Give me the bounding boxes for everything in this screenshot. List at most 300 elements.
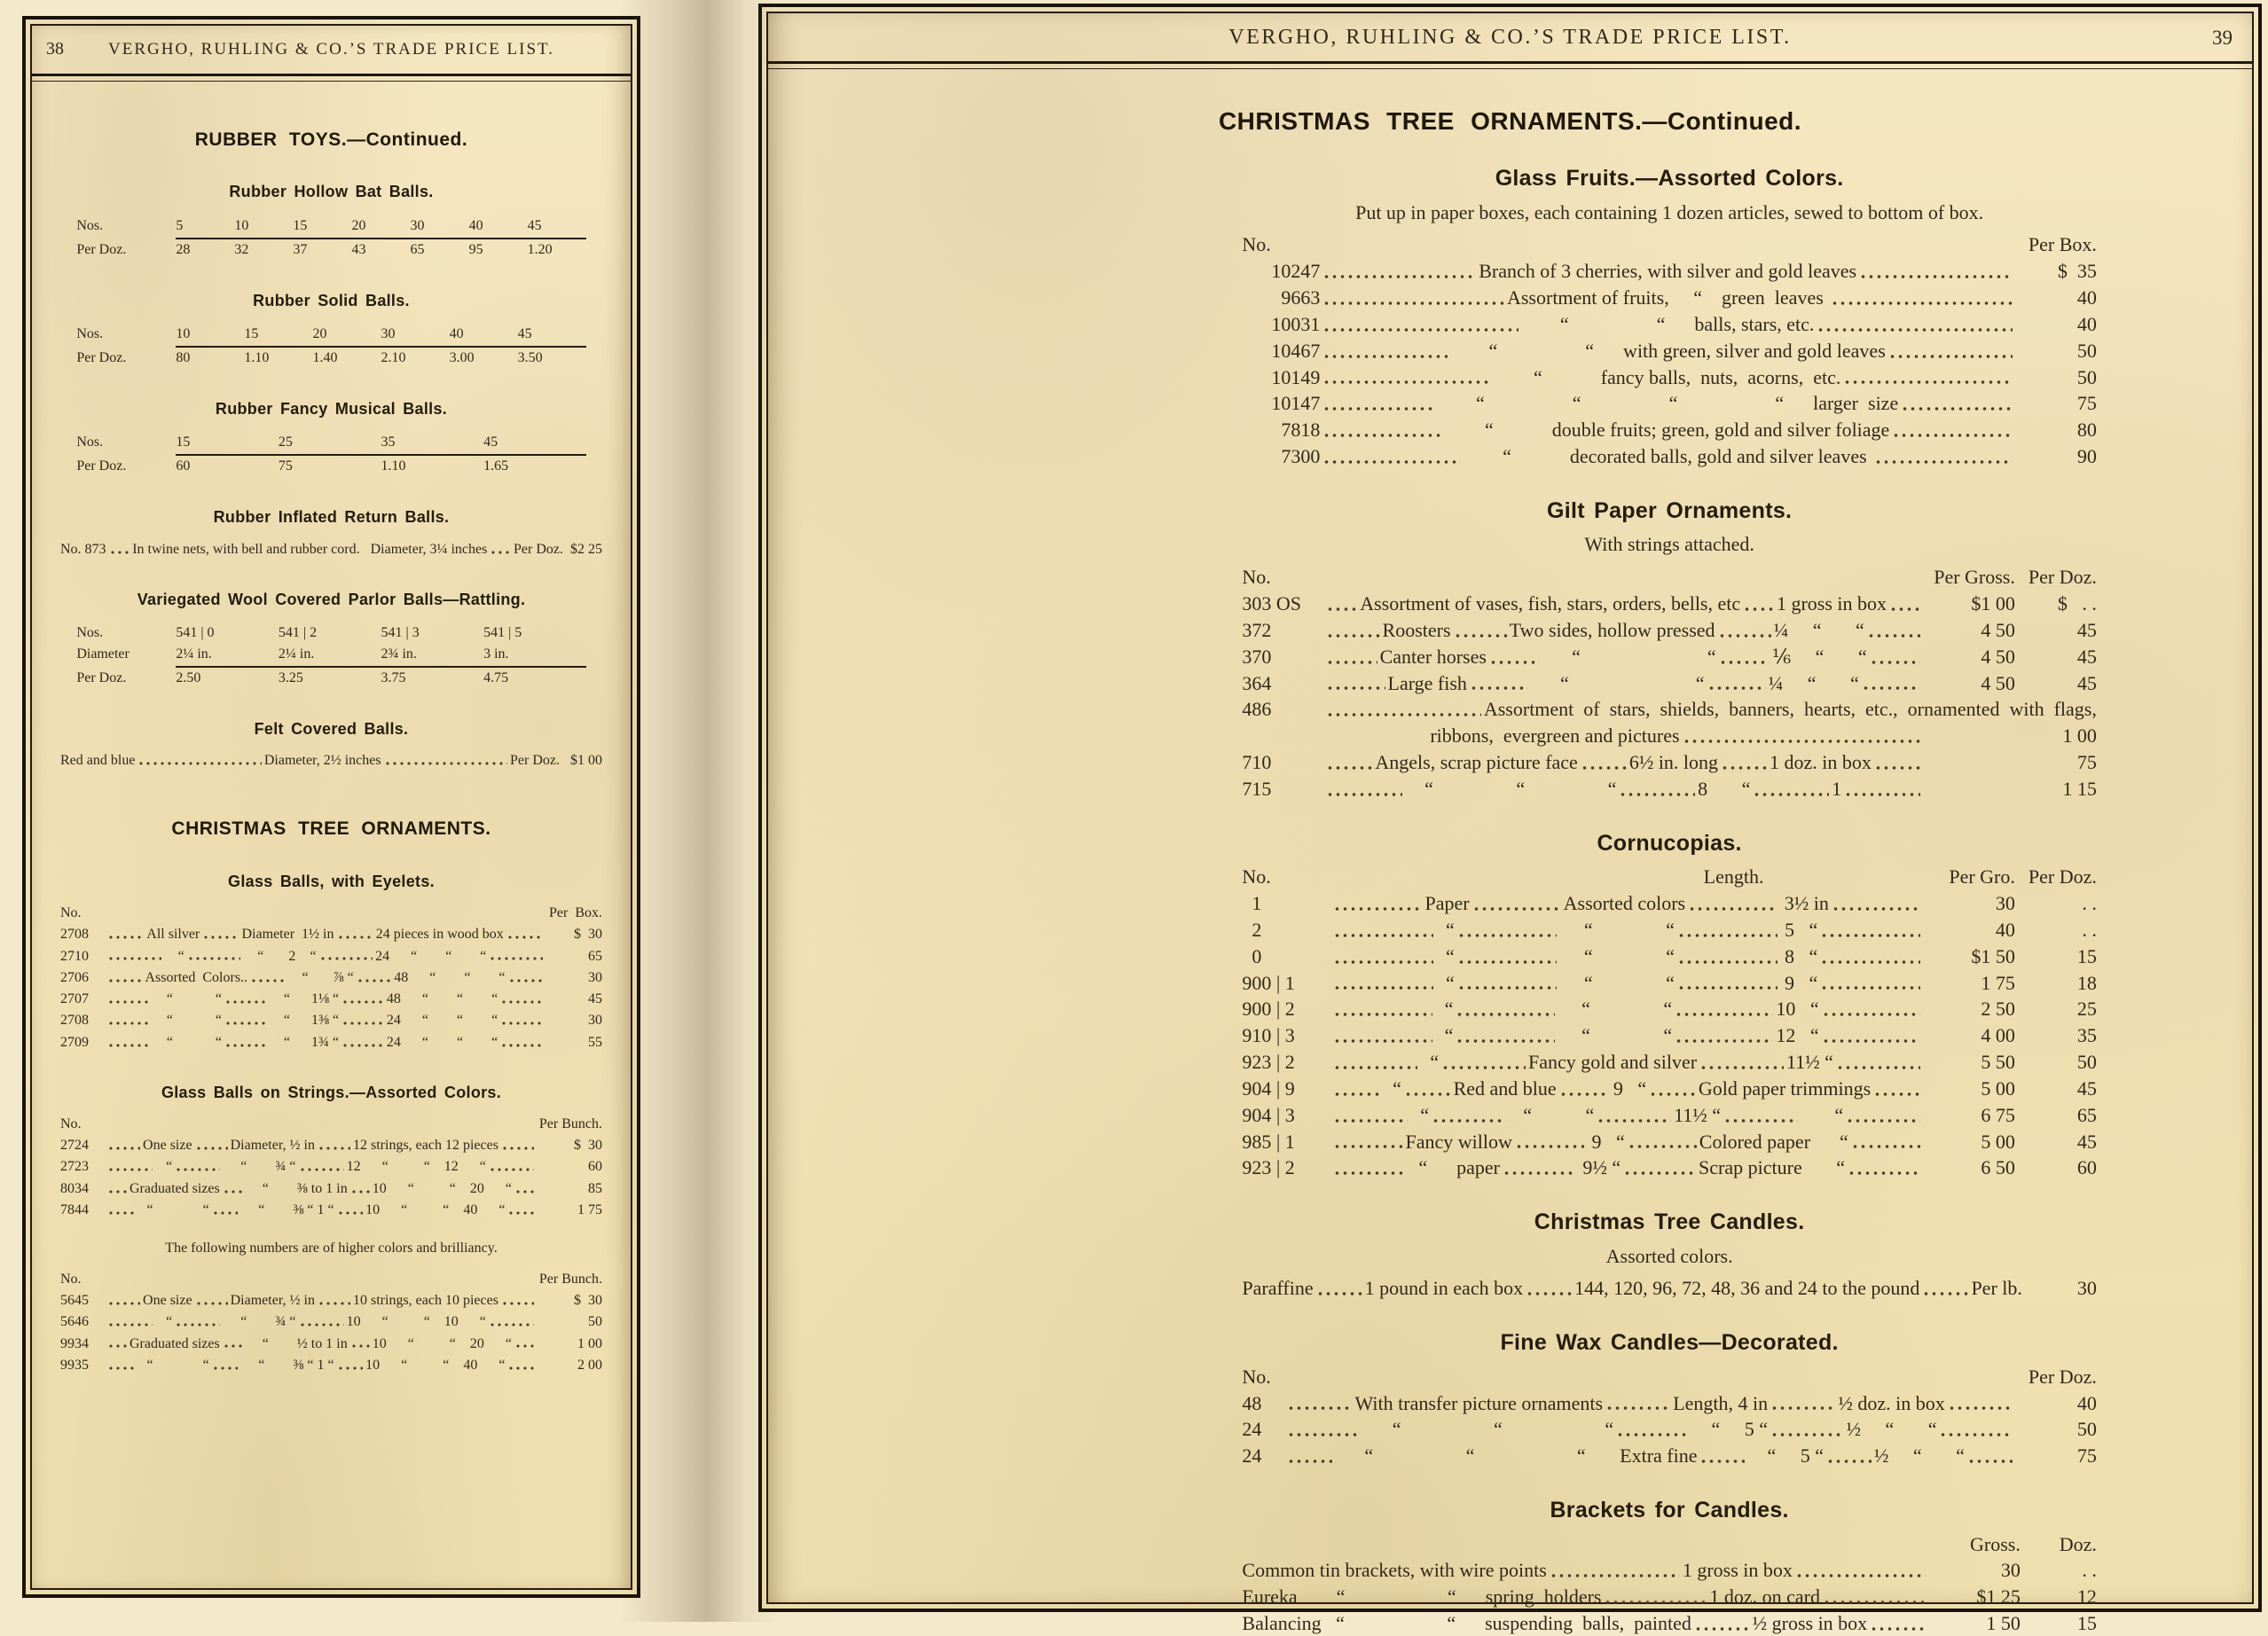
cell-text: 2724 (60, 1138, 89, 1154)
no-column-label: No. (60, 1115, 82, 1131)
dot-leader (337, 1209, 364, 1217)
table-row (60, 1180, 602, 1199)
price-header-per-doz: Per Doz. (2028, 865, 2097, 888)
value-cell: 2¼ in. (176, 646, 212, 662)
dot-leader (1844, 791, 1920, 798)
cell-text: 11½ “ (1674, 1103, 1722, 1126)
row-label: Per Doz. (76, 350, 127, 366)
table-head-wax (1242, 1366, 2096, 1389)
dot-leader (318, 1145, 350, 1152)
table-row (60, 1313, 602, 1332)
table-brackets (1242, 1559, 2096, 1635)
cell-text: 5646 (60, 1314, 89, 1330)
value-cell: 3 in. (483, 646, 509, 662)
cell-text: 904 | 9 (1242, 1076, 1295, 1100)
row-values (176, 239, 585, 261)
table-gilt-paper (1242, 592, 2096, 802)
dot-leader (1948, 1405, 2013, 1412)
dot-leader (1457, 932, 1558, 939)
dot-leader (1457, 984, 1558, 991)
table-row (76, 215, 585, 239)
price-header-per-box: Per Box. (549, 904, 602, 920)
cell-text: 9 “ (1779, 971, 1818, 994)
cell-text: 0 (1242, 944, 1262, 967)
cell-text: “ (1420, 1051, 1440, 1074)
cell-text: 1 (1832, 777, 1842, 800)
dot-leader (1688, 905, 1777, 912)
dot-leader (1817, 326, 2012, 333)
cell-text: Diameter 1½ in (241, 927, 334, 943)
dot-leader (1901, 405, 2013, 412)
cell-text: 10 “ “ 40 “ (365, 1202, 506, 1218)
dot-leader (1628, 1143, 1697, 1150)
dot-leader (1605, 1405, 1670, 1412)
price-cell: 18 (2076, 971, 2097, 994)
price-cell: 15 (2076, 1612, 2097, 1635)
value-cell: 1.10 (244, 350, 270, 366)
price-header-per-doz: Per Doz. (2028, 566, 2097, 589)
price-cell: $1 25 (1976, 1585, 2021, 1609)
dot-leader (1322, 432, 1443, 439)
dot-leader (107, 1300, 140, 1307)
cell-text: “ “ balls, stars, etc. (1520, 312, 1815, 335)
table-row (60, 969, 602, 988)
dot-leader (500, 1042, 543, 1049)
value-cell: 30 (381, 326, 396, 342)
page-38-frame (30, 24, 632, 1590)
cell-text: 372 (1242, 618, 1272, 641)
cell-text: Red and blue (1453, 1076, 1557, 1100)
cell-text: 7300 (1281, 445, 1321, 468)
cell-text: 715 (1242, 777, 1272, 800)
price-cell: 4 50 (1981, 671, 2015, 694)
dot-leader (1322, 458, 1461, 466)
value-cell: 1.65 (483, 458, 509, 474)
dot-leader (1333, 1091, 1380, 1098)
section-title-ornaments-continued: CHRISTMAS TREE ORNAMENTS.—Continued. (1218, 107, 1802, 135)
cell-text: 904 | 3 (1242, 1103, 1295, 1126)
value-cell: 75 (278, 458, 293, 474)
cell-text: 12 strings, each 12 pieces (353, 1138, 498, 1154)
dot-leader (1404, 1091, 1451, 1098)
row-label: Nos. (76, 326, 104, 342)
cell-text: 144, 120, 96, 72, 48, 36 and 24 to the pound (1574, 1277, 1920, 1300)
cell-text: “ “ (136, 1357, 209, 1373)
dot-leader (1922, 1290, 1968, 1297)
row-label: Per Doz. (76, 241, 127, 257)
cell-text: “ “ (1557, 998, 1673, 1021)
no-column-label: No. (60, 904, 82, 920)
dot-leader (489, 1166, 534, 1173)
subsection-title-strings: Glass Balls on Strings.—Assorted Colors. (161, 1083, 502, 1101)
subsection-title-wax-candles: Fine Wax Candles—Decorated. (1500, 1330, 1839, 1356)
price-header-per-gro: Per Gro. (1949, 865, 2015, 888)
value-cell: 65 (410, 241, 425, 257)
dot-leader (341, 1020, 384, 1027)
cell-text: “ (1434, 998, 1454, 1021)
table-row (1242, 1156, 2096, 1180)
dot-leader (1616, 1431, 1689, 1438)
cell-text: “ paper (1409, 1156, 1500, 1179)
price-cell: 4 00 (1981, 1024, 2015, 1047)
table-row (76, 239, 585, 261)
value-cell: 2¾ in. (381, 646, 417, 662)
price-cell: 30 (2076, 1277, 2097, 1300)
value-cell: 5 (176, 217, 184, 233)
dot-leader (1526, 1290, 1572, 1297)
cell-text: 2723 (60, 1159, 89, 1175)
table-row (1242, 1051, 2096, 1075)
dot-leader (1677, 984, 1778, 991)
dot-leader (250, 977, 285, 984)
cell-text: 10 “ “ 20 “ (372, 1335, 512, 1351)
subsection-title-parlor-balls: Variegated Wool Covered Parlor Balls—Rattling. (137, 590, 526, 608)
cell-text: 1 pound in each box (1364, 1277, 1524, 1300)
dot-leader (212, 1209, 239, 1217)
dot-leader (1597, 1117, 1671, 1124)
dot-leader (1457, 959, 1558, 966)
cell-text: “ 5 “ (1691, 1418, 1769, 1441)
dot-leader (490, 549, 511, 556)
table-tree-candles (1242, 1277, 2096, 1301)
cell-text: “ “ (136, 1202, 209, 1218)
table-row (76, 324, 585, 348)
header-rule (32, 74, 631, 82)
table-hollow-bat (76, 215, 585, 261)
cell-text: “ “ (152, 1013, 223, 1029)
dot-leader (1770, 1405, 1835, 1412)
value-cell: 95 (468, 241, 483, 257)
cell-text: One size (143, 1138, 192, 1154)
table-head-eyelets (60, 904, 602, 923)
dot-leader (107, 955, 161, 962)
dot-leader (1333, 1011, 1432, 1018)
table-row (1242, 1392, 2096, 1416)
subsection-title-musical-balls: Rubber Fancy Musical Balls. (215, 400, 448, 419)
row-label: Per Doz. (76, 670, 127, 686)
value-cell: 541 | 0 (176, 625, 215, 641)
cell-text: 10 “ “ 40 “ (365, 1357, 506, 1373)
dot-leader (350, 1188, 370, 1195)
cell-text: ½ “ “ (1873, 1444, 1965, 1468)
table-row (60, 1158, 602, 1177)
table-row (1242, 1277, 2096, 1301)
table-row (60, 1137, 602, 1155)
value-cell: 3.75 (381, 670, 406, 686)
cell-text: Branch of 3 cherries, with silver and gold leaves (1479, 260, 1857, 283)
subsection-title-hollow-bat: Rubber Hollow Bat Balls. (229, 183, 434, 201)
dot-leader (1333, 1117, 1408, 1124)
price-cell: 2 50 (1981, 998, 2015, 1021)
table-row (1242, 751, 2096, 775)
cell-text: 24 “ “ “ (375, 948, 487, 964)
value-cell: 2.10 (381, 350, 406, 366)
value-cell: 37 (293, 241, 308, 257)
value-cell: 3.50 (517, 350, 543, 366)
cell-text: “ ¾ “ (223, 1314, 296, 1330)
cell-text: 2708 (60, 1013, 89, 1029)
dot-leader (1287, 1405, 1352, 1412)
dot-leader (1333, 1170, 1406, 1177)
table-strings-b (60, 1292, 602, 1375)
cell-text: 900 | 1 (1242, 971, 1295, 994)
dot-leader (1873, 1091, 1920, 1098)
cell-text: ½ “ “ (1846, 1418, 1937, 1441)
dot-leader (1472, 905, 1561, 912)
dot-leader (1441, 1064, 1526, 1071)
section-title-rubber-toys: RUBBER TOYS.—Continued. (194, 129, 468, 150)
subsection-title-eyelets: Glass Balls, with Eyelets. (228, 872, 435, 890)
dot-leader (1333, 959, 1433, 966)
value-cell: 1.40 (312, 350, 338, 366)
dot-leader (1316, 1290, 1362, 1297)
dot-leader (1581, 764, 1627, 771)
price-cell: 1 00 (577, 1335, 602, 1351)
cell-text: ⅙ “ “ (1771, 645, 1867, 668)
dot-leader (1848, 1170, 1920, 1177)
value-cell: 541 | 5 (483, 625, 522, 641)
table-row (1242, 945, 2096, 969)
value-cell: 45 (483, 434, 498, 450)
dot-leader (508, 977, 543, 984)
table-row (76, 622, 585, 644)
cell-text: “ 1⅛ “ (269, 991, 340, 1007)
higher-colors-note: The following numbers are of higher colors and brilliancy. (165, 1240, 498, 1256)
dot-leader (223, 1188, 242, 1195)
page-header (768, 13, 2252, 61)
dot-leader (489, 955, 543, 962)
dot-leader (187, 955, 241, 962)
price-cell: 5 50 (1981, 1051, 2015, 1074)
price-cell: 15 (2076, 944, 2097, 967)
price-cell: 50 (2076, 339, 2097, 362)
table-head-strings-b (60, 1271, 602, 1289)
dot-leader (1677, 932, 1778, 939)
dot-leader (107, 998, 150, 1006)
dot-leader (384, 760, 507, 767)
dot-leader (1675, 1011, 1773, 1018)
cell-text: Paper (1424, 892, 1470, 915)
price-cell: 45 (2076, 645, 2097, 668)
cell-text: Assortment of stars, shields, banners, hearts, etc., ornamented with flags, (1483, 698, 2097, 721)
dot-leader (195, 1300, 228, 1307)
price-cell: 25 (2076, 998, 2097, 1021)
value-cell: 15 (293, 217, 308, 233)
cell-text: All silver (146, 927, 200, 943)
cell-text: “ (1436, 944, 1455, 967)
dot-leader (1677, 959, 1778, 966)
dot-leader (1322, 379, 1492, 386)
price-cell: 1 75 (1981, 971, 2015, 994)
table-return-balls (60, 541, 602, 560)
table-row (1242, 778, 2096, 802)
cell-text: 48 “ “ “ (394, 969, 506, 985)
dot-leader (337, 934, 373, 941)
cell-text: 1 (1242, 892, 1262, 915)
value-cell: 3.25 (278, 670, 303, 686)
dot-leader (212, 1365, 239, 1372)
table-head-cornucopias (1242, 865, 2096, 889)
table-row (1242, 1444, 2096, 1468)
price-cell: 1 00 (2062, 724, 2097, 748)
table-row (60, 541, 602, 560)
table-row (76, 668, 585, 689)
table-row (1242, 260, 2096, 284)
dot-leader (1874, 764, 1920, 771)
cell-text: “ “ (1508, 1103, 1595, 1126)
dot-leader (1470, 685, 1528, 692)
dot-leader (1836, 1064, 1920, 1071)
table-row (1242, 698, 2096, 722)
table-row (1242, 619, 2096, 643)
cell-text: 10 “ “ 10 “ (346, 1314, 486, 1330)
cell-text: “ (1434, 1024, 1454, 1047)
price-header-per-gross: Per Gross. (1934, 566, 2015, 589)
row-values (176, 324, 585, 348)
price-header-gross: Gross. (1970, 1532, 2021, 1555)
dot-leader (1831, 300, 2013, 307)
cell-text: “ “ (1531, 671, 1705, 694)
cell-text: 910 | 3 (1242, 1024, 1295, 1047)
cell-text: 1 doz. on card (1709, 1585, 1820, 1609)
price-cell: 40 (2076, 312, 2097, 335)
dot-leader (1822, 1037, 1920, 1045)
dot-leader (357, 977, 391, 984)
cell-text: “ “ (152, 991, 223, 1007)
dot-leader (1333, 932, 1433, 939)
dot-leader (500, 998, 543, 1006)
dot-leader (107, 1020, 150, 1027)
price-cell: 30 (588, 969, 603, 985)
cell-text: “ 5 “ (1747, 1444, 1824, 1468)
subsection-title-brackets: Brackets for Candles. (1550, 1498, 1789, 1523)
cell-text: “ ⅜ to 1 in (244, 1180, 348, 1196)
table-wax-candles (1242, 1392, 2096, 1468)
dot-leader (107, 1365, 134, 1372)
table-row (1242, 919, 2096, 943)
price-cell: 5 00 (1981, 1130, 2015, 1153)
length-column-label: Length. (1703, 865, 1764, 888)
dot-leader (1823, 1599, 1926, 1606)
header-rule (768, 61, 2252, 69)
dot-leader (1456, 1037, 1554, 1045)
dot-leader (1489, 659, 1540, 666)
page-39 (758, 4, 2262, 1635)
table-strings-a (60, 1137, 602, 1220)
cell-text: Fancy willow (1405, 1130, 1512, 1153)
cell-text: 1 doz. in box (1770, 751, 1872, 774)
table-row (60, 1292, 602, 1311)
cell-text: “ ½ to 1 in (244, 1335, 348, 1351)
page-header (32, 26, 631, 74)
table-row (1242, 366, 2096, 390)
table-parlor-balls (76, 622, 585, 689)
price-cell: $1 00 (1971, 592, 2015, 615)
no-column-label: No. (1242, 1365, 1271, 1388)
dot-leader (107, 1321, 153, 1328)
cell-text: “ “ “ (1362, 1418, 1614, 1441)
dot-leader (1889, 606, 1920, 613)
dot-leader (1770, 1431, 1843, 1438)
dot-leader (1820, 984, 1920, 991)
cell-text: 10147 (1271, 392, 1321, 415)
cell-text: Assorted Colors.. (145, 969, 248, 985)
cell-text: Per Doz. $2 25 (514, 541, 602, 557)
cell-text: 2710 (60, 948, 89, 964)
cell-text: One size (143, 1292, 192, 1308)
cell-text: 10467 (1271, 339, 1321, 362)
table-solid-balls (76, 324, 585, 369)
cell-text: Common tin brackets, with wire points (1242, 1559, 1547, 1582)
table-row (1430, 724, 2097, 748)
price-cell: 75 (2076, 751, 2097, 774)
cell-text: 48 “ “ “ (386, 991, 498, 1007)
row-values (176, 668, 585, 689)
cell-text: “ “ (1559, 971, 1675, 994)
cell-text: “ 1¾ “ (269, 1034, 340, 1050)
cell-text: 900 | 2 (1242, 998, 1295, 1021)
price-cell: 1 15 (2062, 777, 2097, 800)
dot-leader (1683, 738, 1920, 745)
table-glass-fruits (1242, 260, 2096, 469)
dot-leader (341, 1042, 384, 1049)
price-cell: 45 (588, 991, 603, 1007)
dot-leader (107, 1042, 150, 1049)
dot-leader (1623, 1170, 1696, 1177)
value-cell: 3.00 (449, 350, 475, 366)
cell-text: 3½ in (1779, 892, 1829, 915)
dot-leader (1333, 1064, 1417, 1071)
price-cell: 75 (2076, 1444, 2097, 1468)
cell-text: 24 pieces in wood box (375, 927, 504, 943)
cell-text: 9 “ (1608, 1076, 1647, 1100)
row-values (176, 348, 585, 369)
cell-text: 1 gross in box (1776, 592, 1887, 615)
dot-leader (1515, 1143, 1584, 1150)
price-cell: 1 50 (1986, 1612, 2021, 1635)
cell-text: ½ doz. in box (1838, 1391, 1945, 1414)
table-row (1242, 392, 2096, 416)
cell-text: 985 | 1 (1242, 1130, 1295, 1153)
cell-text: 923 | 2 (1242, 1156, 1295, 1179)
price-cell: $1 50 (1971, 944, 2015, 967)
dot-leader (1326, 606, 1357, 613)
table-row (76, 644, 585, 668)
price-cell: 50 (2076, 365, 2097, 388)
price-cell: 30 (588, 1013, 603, 1029)
cell-text: 9 “ (1586, 1130, 1625, 1153)
value-cell: 2¼ in. (278, 646, 315, 662)
tree-candles-note: Assorted colors. (1605, 1244, 1733, 1267)
page-number: 38 (46, 39, 64, 59)
value-cell: 60 (176, 458, 191, 474)
gilt-paper-note: With strings attached. (1584, 533, 1754, 556)
price-cell: 35 (2076, 1024, 2097, 1047)
dot-leader (1820, 959, 1920, 966)
no-column-label: No. (1242, 566, 1271, 589)
cell-text: ribbons, evergreen and pictures (1430, 724, 1680, 748)
dot-leader (1888, 353, 2013, 360)
cell-text: 370 (1242, 645, 1272, 668)
table-row (1242, 1418, 2096, 1442)
dot-leader (299, 1321, 344, 1328)
value-cell: 15 (176, 434, 191, 450)
subsection-title-solid-balls: Rubber Solid Balls. (253, 291, 410, 309)
cell-text: Graduated sizes (129, 1335, 220, 1351)
page-38-content (32, 128, 631, 1375)
cell-text: “ “ (1557, 1024, 1673, 1047)
cell-text: 24 “ “ “ (386, 1013, 498, 1029)
